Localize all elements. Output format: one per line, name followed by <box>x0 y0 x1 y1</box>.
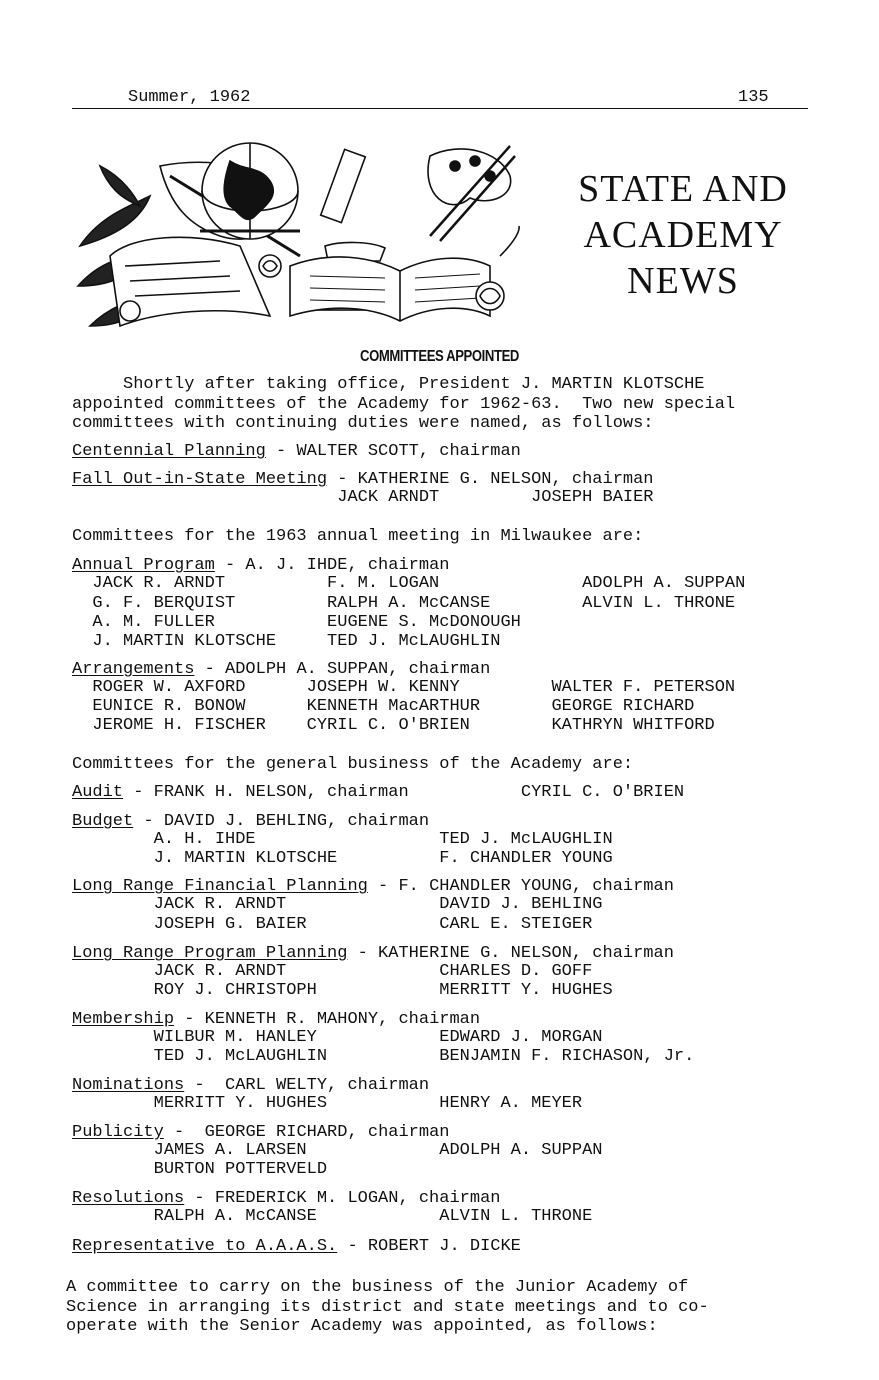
members-row: ROGER W. AXFORD JOSEPH W. KENNY WALTER F. PETERSON <box>72 678 736 697</box>
members-row: A. H. IHDE TED J. McLAUGHLIN <box>72 830 613 849</box>
members-row: ROY J. CHRISTOPH MERRITT Y. HUGHES <box>72 981 613 1000</box>
page-number: 135 <box>738 88 769 107</box>
annual-meeting-intro: Committees for the 1963 annual meeting in Milwaukee are: <box>72 527 644 546</box>
committee-label: Representative to A.A.A.S. <box>72 1237 338 1256</box>
committee-label: Audit <box>72 783 124 802</box>
header-rule <box>72 108 808 109</box>
members-row: J. MARTIN KLOTSCHE TED J. McLAUGHLIN <box>72 632 501 651</box>
general-business-intro: Committees for the general business of the Academy are: <box>72 755 634 774</box>
members-row: G. F. BERQUIST RALPH A. McCANSE ALVIN L. THRONE <box>72 594 736 613</box>
members-row: BURTON POTTERVELD <box>72 1160 328 1179</box>
section-title: COMMITTEES APPOINTED <box>360 348 519 365</box>
members-row: EUNICE R. BONOW KENNETH MacARTHUR GEORGE RICHARD <box>72 697 695 716</box>
committee-chair: - KATHERINE G. NELSON, chairman <box>327 470 654 489</box>
closing-line-3: operate with the Senior Academy was appointed, as follows: <box>66 1317 658 1336</box>
committee-label: Resolutions <box>72 1189 185 1208</box>
committee-members: JACK ARNDT JOSEPH BAIER <box>72 488 654 507</box>
committee-label: Membership <box>72 1010 175 1029</box>
committee-chair: - A. J. IHDE, chairman <box>214 556 450 575</box>
members-row: A. M. FULLER EUGENE S. McDONOUGH <box>72 613 521 632</box>
committee-chair: - KENNETH R. MAHONY, chairman <box>174 1010 481 1029</box>
committee-long-range-program <box>72 944 674 963</box>
members-row: JOSEPH G. BAIER CARL E. STEIGER <box>72 915 593 934</box>
committee-annual-program <box>72 556 449 575</box>
committee-label: Nominations <box>72 1076 185 1095</box>
members-row: JAMES A. LARSEN ADOLPH A. SUPPAN <box>72 1141 603 1160</box>
committee-resolutions <box>72 1189 500 1208</box>
committee-nominations <box>72 1076 429 1095</box>
committee-chair: - WALTER SCOTT, chairman <box>265 442 521 461</box>
committee-membership <box>72 1010 480 1029</box>
masthead-line-1: STATE AND <box>578 168 788 210</box>
committee-chair: - ROBERT J. DICKE <box>337 1237 521 1256</box>
committee-long-range-financial <box>72 877 674 896</box>
committee-chair: - FRANK H. NELSON, chairman CYRIL C. O'BRIEN <box>123 783 685 802</box>
committee-label: Fall Out-in-State Meeting <box>72 470 328 489</box>
members-row: RALPH A. McCANSE ALVIN L. THRONE <box>72 1207 593 1226</box>
committee-fall-meeting <box>72 470 654 489</box>
committee-label: Publicity <box>72 1123 164 1142</box>
members-row: JACK R. ARNDT CHARLES D. GOFF <box>72 962 593 981</box>
members-row: JEROME H. FISCHER CYRIL C. O'BRIEN KATHRYN WHITFORD <box>72 716 715 735</box>
masthead <box>548 166 818 304</box>
committee-budget <box>72 812 429 831</box>
committee-arrangements <box>72 660 490 679</box>
members-row: JACK R. ARNDT DAVID J. BEHLING <box>72 895 603 914</box>
committee-label: Annual Program <box>72 556 215 575</box>
committee-label: Arrangements <box>72 660 195 679</box>
committee-label: Long Range Financial Planning <box>72 877 368 896</box>
committee-chair: - ADOLPH A. SUPPAN, chairman <box>194 660 491 679</box>
committee-label: Budget <box>72 812 134 831</box>
issue-date: Summer, 1962 <box>128 88 251 107</box>
committee-centennial <box>72 442 521 461</box>
committee-representative <box>72 1237 521 1256</box>
masthead-line-2: ACADEMY <box>583 214 783 256</box>
committee-publicity <box>72 1123 449 1142</box>
committee-label: Centennial Planning <box>72 442 266 461</box>
globe-books-microscope-illustration <box>70 136 520 332</box>
closing-line-1: A committee to carry on the business of the Junior Academy of <box>66 1278 689 1297</box>
committee-chair: - DAVID J. BEHLING, chairman <box>133 812 430 831</box>
members-row: J. MARTIN KLOTSCHE F. CHANDLER YOUNG <box>72 849 613 868</box>
members-row: TED J. McLAUGHLIN BENJAMIN F. RICHASON, Jr. <box>72 1047 695 1066</box>
committee-label: Long Range Program Planning <box>72 944 348 963</box>
members-row: MERRITT Y. HUGHES HENRY A. MEYER <box>72 1094 583 1113</box>
members-row: JACK R. ARNDT F. M. LOGAN ADOLPH A. SUPPAN <box>72 574 746 593</box>
committee-chair: - KATHERINE G. NELSON, chairman <box>347 944 674 963</box>
committee-chair: - CARL WELTY, chairman <box>184 1076 430 1095</box>
members-row: WILBUR M. HANLEY EDWARD J. MORGAN <box>72 1028 603 1047</box>
masthead-line-3: NEWS <box>627 260 739 302</box>
committee-audit <box>72 783 684 802</box>
committee-chair: - GEORGE RICHARD, chairman <box>163 1123 450 1142</box>
intro-line-1: Shortly after taking office, President J. MARTIN KLOTSCHE <box>72 375 705 394</box>
committee-chair: - FREDERICK M. LOGAN, chairman <box>184 1189 501 1208</box>
intro-line-2: appointed committees of the Academy for 1962-63. Two new special <box>72 395 736 414</box>
closing-line-2: Science in arranging its district and state meetings and to co- <box>66 1298 709 1317</box>
intro-line-3: committees with continuing duties were named, as follows: <box>72 414 654 433</box>
committee-chair: - F. CHANDLER YOUNG, chairman <box>367 877 674 896</box>
